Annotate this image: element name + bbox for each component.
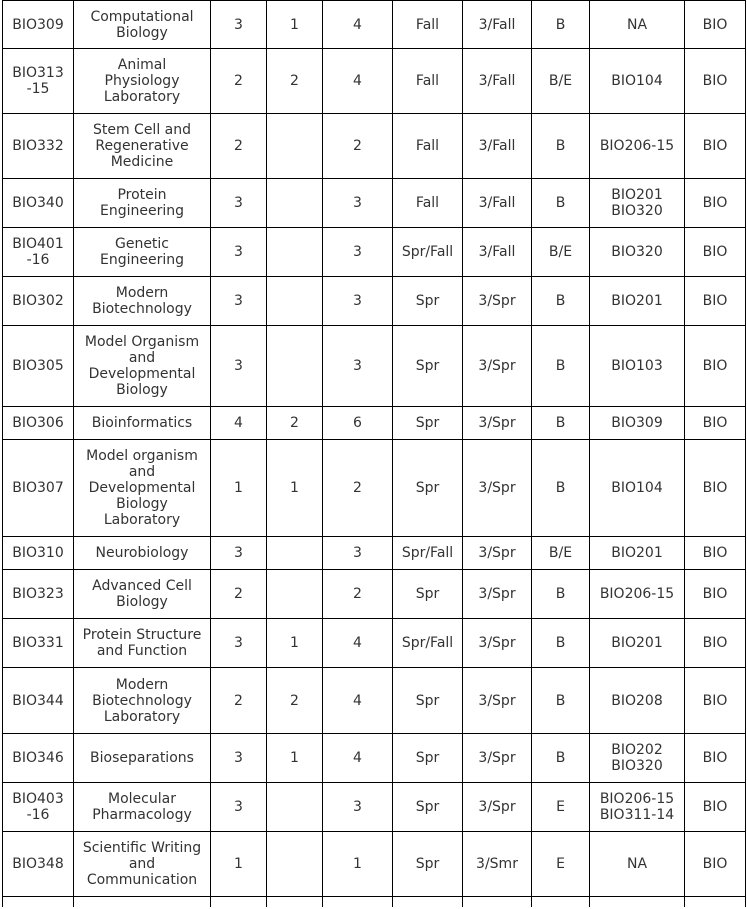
year-cell: 3/Spr xyxy=(463,619,532,668)
course-code-cell: BIO323 xyxy=(3,570,74,619)
type-cell: B xyxy=(532,407,590,440)
department-cell: BIO xyxy=(685,114,746,179)
type-cell: B xyxy=(532,619,590,668)
type-cell: B xyxy=(532,570,590,619)
year-cell: 3/Fall xyxy=(463,1,532,49)
prerequisite-cell: BIO206-15 xyxy=(590,114,685,179)
credit-total-cell: 2 xyxy=(323,570,393,619)
course-code-cell: BIO305 xyxy=(3,326,74,407)
course-name-cell: Protein Structure and Function xyxy=(74,619,211,668)
type-cell: B/E xyxy=(532,537,590,570)
term-cell: Spr/Fall xyxy=(393,537,463,570)
term-cell: Spr xyxy=(393,570,463,619)
prerequisite-cell: BIO320 xyxy=(590,228,685,277)
type-cell: B xyxy=(532,179,590,228)
department-cell: BIO xyxy=(685,440,746,537)
term-cell: Fall xyxy=(393,114,463,179)
department-cell: BIO xyxy=(685,179,746,228)
credit-1-cell: 3 xyxy=(211,619,267,668)
department-cell: BIO xyxy=(685,407,746,440)
type-cell: B xyxy=(532,277,590,326)
year-cell: 3/Smr xyxy=(463,832,532,897)
credit-1-cell: 3 xyxy=(211,1,267,49)
year-cell: 3/Fall xyxy=(463,228,532,277)
table-row xyxy=(3,619,746,668)
term-cell: Spr xyxy=(393,783,463,832)
prerequisite-cell: BIO309 xyxy=(590,407,685,440)
type-cell: E xyxy=(532,783,590,832)
type-cell: B xyxy=(532,668,590,734)
year-cell: 3/Spr xyxy=(463,326,532,407)
year-cell: 3/Spr xyxy=(463,277,532,326)
department-cell: BIO xyxy=(685,1,746,49)
department-cell: BIO xyxy=(685,277,746,326)
course-name-cell: Protein Engineering xyxy=(74,179,211,228)
course-code-cell: BIO309 xyxy=(3,1,74,49)
course-code-cell: BIO302 xyxy=(3,277,74,326)
table-row xyxy=(3,668,746,734)
table-row xyxy=(3,228,746,277)
table-row xyxy=(3,407,746,440)
department-cell xyxy=(685,897,746,907)
credit-2-cell: 1 xyxy=(267,1,323,49)
type-cell: B xyxy=(532,326,590,407)
type-cell xyxy=(532,897,590,907)
credit-2-cell xyxy=(267,570,323,619)
course-code-cell: BIO306 xyxy=(3,407,74,440)
table-row xyxy=(3,114,746,179)
credit-2-cell: 1 xyxy=(267,734,323,783)
term-cell: Fall xyxy=(393,179,463,228)
prerequisite-cell: BIO206-15 BIO311-14 xyxy=(590,783,685,832)
course-name-cell: Modern Biotechnology xyxy=(74,277,211,326)
course-name-cell: Neurobiology xyxy=(74,537,211,570)
type-cell: B xyxy=(532,734,590,783)
year-cell: 3/Spr xyxy=(463,734,532,783)
course-code-cell: BIO313 -15 xyxy=(3,49,74,114)
course-name-cell: Molecular Pharmacology xyxy=(74,783,211,832)
credit-1-cell: 3 xyxy=(211,734,267,783)
table-row xyxy=(3,570,746,619)
course-table-body xyxy=(3,1,746,907)
department-cell: BIO xyxy=(685,570,746,619)
credit-1-cell: 2 xyxy=(211,114,267,179)
table-row xyxy=(3,537,746,570)
course-name-cell: Genetic Engineering xyxy=(74,228,211,277)
term-cell: Spr xyxy=(393,440,463,537)
course-code-cell: BIO401 -16 xyxy=(3,228,74,277)
term-cell: Spr/Fall xyxy=(393,619,463,668)
year-cell: 3/Spr xyxy=(463,440,532,537)
credit-total-cell: 4 xyxy=(323,668,393,734)
credit-2-cell xyxy=(267,326,323,407)
department-cell: BIO xyxy=(685,537,746,570)
course-table xyxy=(2,0,746,907)
table-row xyxy=(3,49,746,114)
credit-total-cell: 4 xyxy=(323,734,393,783)
credit-2-cell xyxy=(267,832,323,897)
prerequisite-cell: BIO201 xyxy=(590,277,685,326)
credit-total-cell: 4 xyxy=(323,619,393,668)
type-cell: B xyxy=(532,440,590,537)
prerequisite-cell: BIO104 xyxy=(590,49,685,114)
table-row xyxy=(3,440,746,537)
course-code-cell: BIO310 xyxy=(3,537,74,570)
credit-1-cell: 3 xyxy=(211,228,267,277)
type-cell: B xyxy=(532,1,590,49)
prerequisite-cell: BIO104 xyxy=(590,440,685,537)
department-cell: BIO xyxy=(685,49,746,114)
year-cell xyxy=(463,897,532,907)
credit-total-cell: 3 xyxy=(323,179,393,228)
credit-2-cell: 2 xyxy=(267,668,323,734)
credit-total-cell: 3 xyxy=(323,537,393,570)
department-cell: BIO xyxy=(685,228,746,277)
year-cell: 3/Fall xyxy=(463,49,532,114)
course-name-cell: Stem Cell and Regenerative Medicine xyxy=(74,114,211,179)
department-cell: BIO xyxy=(685,783,746,832)
course-code-cell: BIO403 -16 xyxy=(3,783,74,832)
prerequisite-cell: BIO201 xyxy=(590,619,685,668)
course-name-cell: Model Organism and Developmental Biology xyxy=(74,326,211,407)
type-cell: E xyxy=(532,832,590,897)
course-name-cell: Modern Biotechnology Laboratory xyxy=(74,668,211,734)
prerequisite-cell: BIO201 xyxy=(590,537,685,570)
department-cell: BIO xyxy=(685,668,746,734)
course-name-cell xyxy=(74,897,211,907)
credit-1-cell xyxy=(211,897,267,907)
department-cell: BIO xyxy=(685,832,746,897)
credit-1-cell: 2 xyxy=(211,668,267,734)
table-row xyxy=(3,326,746,407)
term-cell: Spr xyxy=(393,734,463,783)
credit-1-cell: 3 xyxy=(211,326,267,407)
credit-2-cell: 2 xyxy=(267,49,323,114)
term-cell: Spr xyxy=(393,326,463,407)
course-name-cell: Scientific Writing and Communication xyxy=(74,832,211,897)
year-cell: 3/Spr xyxy=(463,783,532,832)
table-row xyxy=(3,832,746,897)
department-cell: BIO xyxy=(685,326,746,407)
year-cell: 3/Spr xyxy=(463,407,532,440)
credit-total-cell: 3 xyxy=(323,326,393,407)
term-cell: Spr/Fall xyxy=(393,228,463,277)
credit-total-cell xyxy=(323,897,393,907)
table-row xyxy=(3,1,746,49)
credit-total-cell: 2 xyxy=(323,440,393,537)
course-name-cell: Bioseparations xyxy=(74,734,211,783)
credit-total-cell: 2 xyxy=(323,114,393,179)
term-cell: Fall xyxy=(393,49,463,114)
credit-total-cell: 3 xyxy=(323,228,393,277)
table-row xyxy=(3,897,746,907)
year-cell: 3/Spr xyxy=(463,668,532,734)
type-cell: B xyxy=(532,114,590,179)
credit-2-cell xyxy=(267,897,323,907)
term-cell: Spr xyxy=(393,277,463,326)
course-code-cell: BIO348 xyxy=(3,832,74,897)
term-cell: Spr xyxy=(393,668,463,734)
course-name-cell: Animal Physiology Laboratory xyxy=(74,49,211,114)
course-name-cell: Computational Biology xyxy=(74,1,211,49)
year-cell: 3/Fall xyxy=(463,179,532,228)
prerequisite-cell: BIO202 BIO320 xyxy=(590,734,685,783)
credit-total-cell: 6 xyxy=(323,407,393,440)
table-row xyxy=(3,783,746,832)
course-code-cell: BIO332 xyxy=(3,114,74,179)
table-row xyxy=(3,179,746,228)
year-cell: 3/Spr xyxy=(463,537,532,570)
credit-2-cell xyxy=(267,277,323,326)
credit-1-cell: 1 xyxy=(211,832,267,897)
term-cell: Fall xyxy=(393,1,463,49)
credit-1-cell: 3 xyxy=(211,179,267,228)
credit-1-cell: 2 xyxy=(211,49,267,114)
year-cell: 3/Spr xyxy=(463,570,532,619)
course-name-cell: Bioinformatics xyxy=(74,407,211,440)
prerequisite-cell: NA xyxy=(590,832,685,897)
department-cell: BIO xyxy=(685,619,746,668)
credit-total-cell: 1 xyxy=(323,832,393,897)
course-code-cell: BIO346 xyxy=(3,734,74,783)
credit-total-cell: 4 xyxy=(323,1,393,49)
course-code-cell: BIO340 xyxy=(3,179,74,228)
credit-total-cell: 3 xyxy=(323,277,393,326)
course-code-cell: BIO307 xyxy=(3,440,74,537)
credit-2-cell: 1 xyxy=(267,619,323,668)
term-cell: Spr xyxy=(393,407,463,440)
course-code-cell: BIO331 xyxy=(3,619,74,668)
credit-2-cell: 1 xyxy=(267,440,323,537)
course-code-cell: BIO344 xyxy=(3,668,74,734)
credit-1-cell: 4 xyxy=(211,407,267,440)
prerequisite-cell: BIO206-15 xyxy=(590,570,685,619)
credit-total-cell: 4 xyxy=(323,49,393,114)
prerequisite-cell xyxy=(590,897,685,907)
prerequisite-cell: BIO201 BIO320 xyxy=(590,179,685,228)
term-cell xyxy=(393,897,463,907)
credit-2-cell xyxy=(267,228,323,277)
table-row xyxy=(3,734,746,783)
year-cell: 3/Fall xyxy=(463,114,532,179)
credit-2-cell xyxy=(267,783,323,832)
type-cell: B/E xyxy=(532,49,590,114)
course-code-cell xyxy=(3,897,74,907)
credit-1-cell: 3 xyxy=(211,783,267,832)
credit-1-cell: 2 xyxy=(211,570,267,619)
credit-2-cell xyxy=(267,179,323,228)
course-name-cell: Model organism and Developmental Biology Laboratory xyxy=(74,440,211,537)
credit-2-cell xyxy=(267,537,323,570)
credit-1-cell: 1 xyxy=(211,440,267,537)
credit-2-cell: 2 xyxy=(267,407,323,440)
credit-1-cell: 3 xyxy=(211,537,267,570)
credit-2-cell xyxy=(267,114,323,179)
term-cell: Spr xyxy=(393,832,463,897)
type-cell: B/E xyxy=(532,228,590,277)
prerequisite-cell: BIO103 xyxy=(590,326,685,407)
credit-total-cell: 3 xyxy=(323,783,393,832)
course-name-cell: Advanced Cell Biology xyxy=(74,570,211,619)
prerequisite-cell: NA xyxy=(590,1,685,49)
prerequisite-cell: BIO208 xyxy=(590,668,685,734)
department-cell: BIO xyxy=(685,734,746,783)
credit-1-cell: 3 xyxy=(211,277,267,326)
table-row xyxy=(3,277,746,326)
